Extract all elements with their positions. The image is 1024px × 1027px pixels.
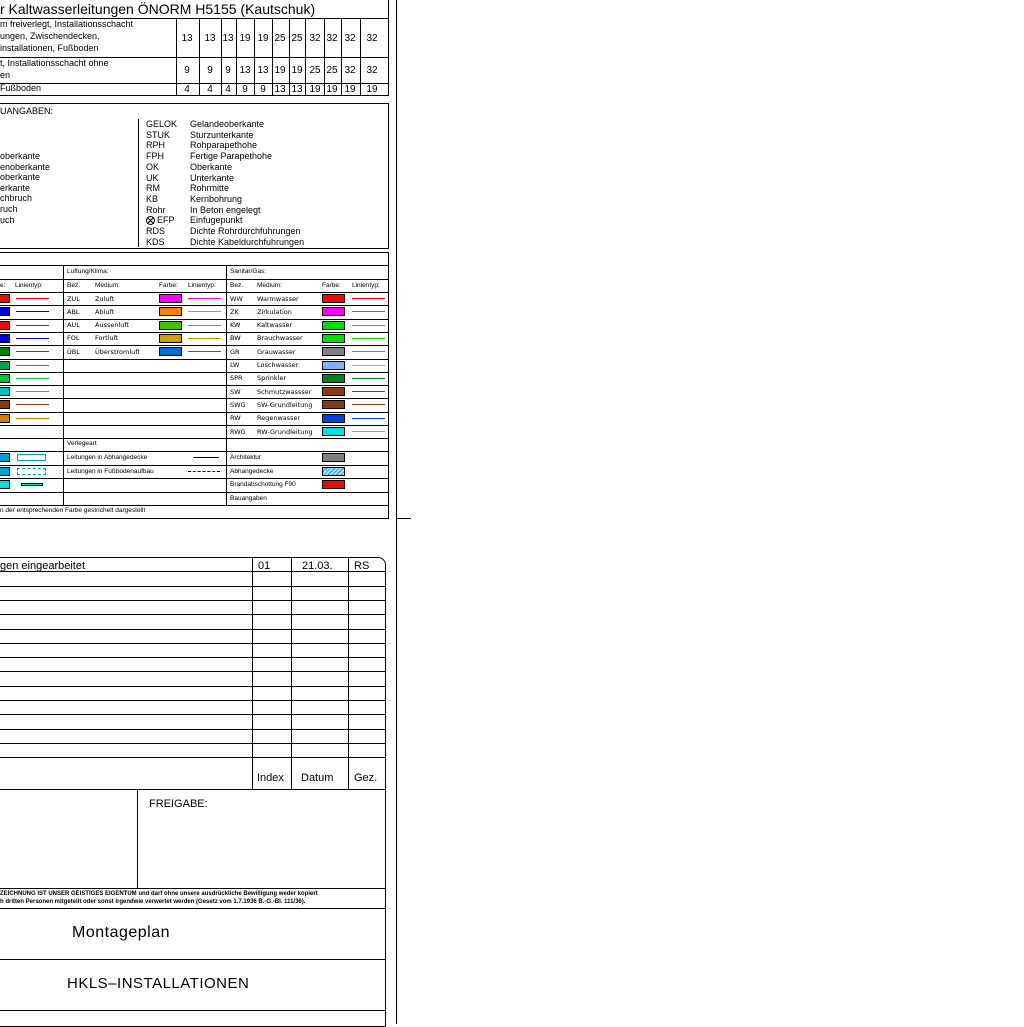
abbrev-left-fragment: enoberkante [0,161,51,172]
sanitar-line-sample [352,298,385,299]
sanitar-code: SPR [230,374,243,383]
sanitar-medium: Warmwasser [257,294,299,303]
project-name: HKLS–INSTALLATIONEN [67,975,250,992]
abbrev-text: Dichte Kabeldurchfuhrungen [190,236,305,247]
left-color-swatch [0,387,10,396]
insulation-value: 32 [344,32,356,44]
other-legend-swatch [322,467,345,476]
sanitar-header: Medium: [257,282,282,289]
left-farbe-header: e: [0,282,6,289]
abbrev-code: OK [146,161,160,172]
luftung-code: ABL [67,307,80,316]
luftung-line-sample [188,351,221,352]
floor-pipe-sample [17,468,46,475]
revision-1-index: 01 [258,560,271,572]
luftung-line-sample [188,311,221,312]
sanitar-line-sample [352,418,385,419]
luftung-line-sample [188,325,221,326]
abbrev-text: Fertige Parapethohe [190,151,273,162]
luftung-color-swatch [159,307,182,316]
ceiling-pipe-sample [17,454,46,461]
sanitar-color-swatch [322,414,345,423]
sanitar-color-swatch [322,294,345,303]
sanitar-medium: Regenwasser [257,414,301,423]
sanitar-color-swatch [322,387,345,396]
sanitar-line-sample [352,311,385,312]
abbrev-left-fragment: chbruch [0,193,33,204]
insulation-value: 19 [239,32,251,44]
sheet-frame-tick [396,518,411,519]
luftung-header: Bez. [67,282,81,289]
luftung-line-sample [188,338,221,339]
sanitar-code: SWG [230,400,246,409]
sanitar-line-sample [352,351,385,352]
other-legend-label: Architektur [230,453,262,461]
sanitar-medium: Grauwasser [257,347,296,356]
left-line-sample [16,378,49,379]
luftung-medium: Aussenluft [95,321,130,330]
left-color-swatch [0,294,10,303]
insulation-value: 13 [274,84,286,95]
sanitar-code: SW [230,387,241,396]
left-line-sample [16,311,49,312]
insulation-value: 19 [274,65,286,76]
sanitar-color-swatch [322,347,345,356]
insulation-value: 13 [181,32,193,44]
other-legend-label: Bauangaben [230,494,267,502]
sanitar-medium: Sprinkler [257,374,287,383]
sanitar-code: RW [230,414,241,423]
abbrev-left-fragment: ruch [0,204,18,214]
copyright-line-1: ZEICHNUNG IST UNSER GEISTIGES EIGENTUM und darf ohne unsere ausdrückliche Bewilligung weder kopiert [0,891,318,897]
insulation-title: r Kaltwasserleitungen ÖNORM H5155 (Kautschuk) [0,1,316,17]
sanitar-medium: Schmutzwassser [257,387,312,396]
insulation-value: 13 [204,32,216,44]
luftung-code: ÜBL [67,347,80,356]
insulation-row-label: installationen, Fußboden [0,43,99,53]
insulation-value: 13 [222,32,234,44]
other-legend-label: Brandabschottung F90 [230,480,296,488]
other-legend-swatch [322,453,345,462]
solid-line-sample [193,457,219,458]
legend-footnote: n der entsprechenden Farbe gestrichelt dargestellt [0,507,146,514]
sanitar-color-swatch [322,334,345,343]
abbrev-code: KB [146,193,159,204]
left-line-sample [16,418,49,419]
left-color-swatch [0,400,10,409]
sanitar-title: Sanitar/Gas: [230,268,267,275]
abbrev-text: Gelandeoberkante [190,119,265,129]
left-line-sample [16,338,49,339]
insulation-value: 13 [291,84,303,95]
abbrev-code: STUK [146,129,171,140]
abbrev-code: FPH [146,151,164,162]
insulation-value: 19 [257,32,269,44]
insulation-value: 25 [326,65,338,76]
revision-1-by: RS [354,560,370,572]
left-color-swatch [0,414,10,423]
insulation-value: 32 [344,65,356,76]
left-color-swatch [0,334,10,343]
abbrev-text: Rohparapethohe [190,140,258,151]
sanitar-color-swatch [322,361,345,370]
left-line-sample [16,365,49,366]
luftung-code: FOL [67,334,80,343]
other-legend-swatch [322,480,345,489]
insulation-value: 9 [242,84,248,95]
abbrev-code: UK [146,172,159,183]
other-legend-label: Abhangedecke [230,467,274,475]
insulation-row-label: Fußboden [0,83,42,93]
left-extra-swatch [0,453,10,462]
insulation-value: 19 [366,84,378,95]
sanitar-line-sample [352,365,385,366]
sanitar-color-swatch [322,374,345,383]
sanitar-color-swatch [322,307,345,316]
insulation-value: 9 [207,65,213,76]
luftung-code: AUL [67,321,80,330]
abbrev-code: RDS [146,226,166,236]
left-extra-swatch [0,467,10,476]
luftung-title: Luftung/Klima: [67,268,109,275]
luftung-color-swatch [159,294,182,303]
sanitar-code: GR [230,347,240,356]
luftung-medium: Fortluft [95,334,119,343]
insulation-value: 4 [225,84,231,95]
insulation-value: 4 [184,84,190,95]
left-color-swatch [0,347,10,356]
luftung-medium: Überstromluft [95,347,140,356]
sanitar-line-sample [352,391,385,392]
luftung-header: Linientyp: [188,282,216,289]
insulation-value: 4 [207,84,213,95]
abbrev-text: Unterkante [190,172,235,183]
luftung-color-swatch [159,347,182,356]
sanitar-line-sample [352,404,385,405]
insulation-value: 19 [309,84,321,95]
left-line-sample [16,325,49,326]
insulation-value: 13 [239,65,251,76]
abbrev-code: Rohr [146,204,166,215]
insulation-value: 25 [274,32,286,44]
sanitar-header: Farbe: [322,282,341,289]
insulation-value: 19 [291,65,303,76]
abbrev-code: KDS [146,236,165,247]
revision-footer-date: Datum [301,772,334,784]
crosshair-icon [146,216,155,225]
left-color-swatch [0,374,10,383]
insulation-row-label: t, Installationsschacht ohne [0,58,109,68]
insulation-value: 9 [184,65,190,76]
verlegeart-row: Leitungen in Abhangedecke [67,453,148,461]
sanitar-code: ZK [230,307,239,316]
abbrev-left-fragment: oberkante [0,172,41,183]
left-line-sample [16,404,49,405]
abbrev-left-fragment: oberkante [0,151,41,161]
abbrev-code: GELOK [146,119,178,129]
insulation-value: 32 [326,32,338,44]
abbrev-code: RM [146,183,160,194]
luftung-color-swatch [159,321,182,330]
abbrev-text: Kernbohrung [190,193,243,204]
insulation-value: 32 [309,32,321,44]
sheet-frame-right [396,0,397,1024]
abbrev-text: Dichte Rohrdurchfuhrungen [190,226,301,236]
abbrev-code: RPH [146,140,166,151]
left-color-swatch [0,307,10,316]
luftung-header: Farbe: [159,282,178,289]
revision-1-date: 21.03. [302,560,333,572]
revision-footer-by: Gez. [354,772,378,784]
sanitar-medium: Kaltwasser [257,321,293,330]
insulation-value: 9 [225,65,231,76]
verlegeart-title: Verlegeart [67,440,97,448]
freigabe-label: FREIGABE: [149,798,208,810]
verlegeart-row: Leitungen in Fußbodenaufbau [67,467,154,475]
abbrev-code: EFP [157,215,175,226]
revision-frame [0,557,386,1027]
pipe-sample [21,483,43,486]
sanitar-header: Bez. [230,282,244,289]
insulation-value: 9 [260,84,266,95]
abbrev-text: Rohrmitte [190,183,230,194]
sanitar-code: LW [230,361,240,369]
luftung-code: ZUL [67,294,80,303]
abbrev-text: Einfugepunkt [190,215,243,226]
sanitar-medium: Loschwasser [257,361,299,369]
luftung-color-swatch [159,334,182,343]
sanitar-code: RWG [230,427,246,436]
sanitar-color-swatch [322,427,345,436]
sanitar-medium: Brauchwasser [257,334,303,343]
insulation-value: 19 [344,84,356,95]
abbrev-text: Sturzunterkante [190,129,254,140]
left-color-swatch [0,361,10,370]
sanitar-line-sample [352,378,385,379]
sanitar-code: KW [230,321,241,330]
left-extra-swatch [0,480,10,489]
sanitar-code: BW [230,334,241,343]
luftung-header: Medium: [95,282,120,289]
sanitar-code: WW [230,294,243,303]
insulation-row-label: en [0,70,11,80]
sanitar-medium: SW-Grundleitung [257,400,313,409]
left-linetype-header: Linientyp: [15,282,43,289]
abbrev-text: In Beton engelegt [190,204,261,215]
insulation-value: 25 [291,32,303,44]
left-line-sample [16,391,49,392]
revision-1-text: gen eingearbeitet [0,560,86,572]
sanitar-header: Linientyp: [352,282,380,289]
insulation-value: 13 [257,65,269,76]
left-line-sample [16,298,49,299]
abbrev-heading: UANGABEN: [0,106,54,116]
abbrev-left-fragment: uch [0,214,15,225]
luftung-medium: Zuluft [95,294,115,303]
sanitar-line-sample [352,325,385,326]
left-line-sample [16,351,49,352]
abbrev-text: Oberkante [190,161,233,172]
sanitar-medium: Zirkulation [257,307,292,316]
sanitar-line-sample [352,431,385,432]
insulation-row-label: m freiverlegt, Installationsschacht [0,19,134,29]
sanitar-color-swatch [322,400,345,409]
luftung-medium: Abluft [95,307,115,316]
insulation-row-label: ungen, Zwischendecken, [0,31,100,41]
revision-footer-index: Index [257,772,284,784]
abbrev-left-fragment: erkante [0,182,31,193]
sanitar-color-swatch [322,321,345,330]
plan-type: Montageplan [72,924,171,941]
insulation-value: 32 [366,65,378,76]
insulation-value: 19 [326,84,338,95]
sanitar-medium: RW-Grundleitung [257,427,313,436]
insulation-value: 32 [366,32,378,44]
luftung-line-sample [188,298,221,299]
dashed-line-sample [188,471,220,472]
left-color-swatch [0,321,10,330]
sanitar-line-sample [352,338,385,339]
insulation-value: 25 [309,65,321,76]
copyright-line-2: h dritten Personen mitgeteilt oder sonst irgendwie verwertet werden (Gesetz vom 1.7.1936 B.-G.-Bl. 111/36). [0,899,306,905]
